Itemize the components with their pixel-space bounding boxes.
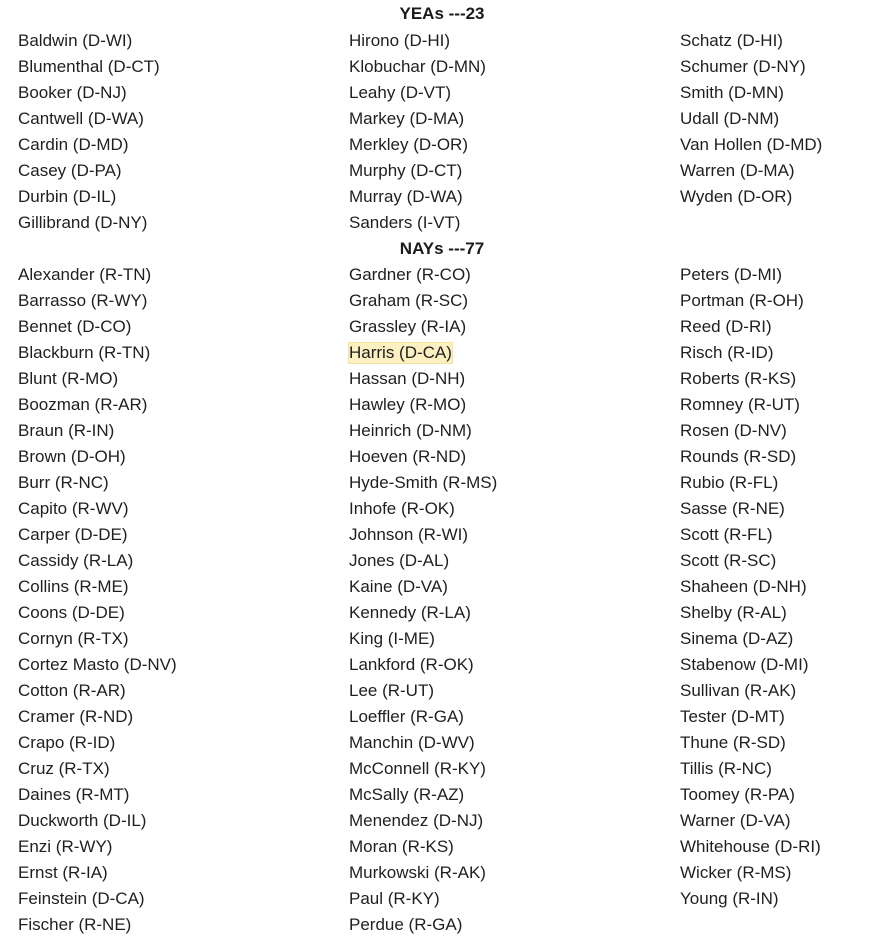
- senator-name: Stabenow (D-MI): [680, 655, 809, 674]
- senator-name: Capito (R-WV): [18, 499, 129, 518]
- senator-entry: [348, 522, 662, 548]
- nays-column-3: [662, 262, 884, 938]
- senator-entry: [679, 444, 884, 470]
- senator-name: Boozman (R-AR): [18, 395, 148, 414]
- senator-entry: [17, 340, 331, 366]
- senator-name: Murphy (D-CT): [349, 161, 463, 180]
- senator-name: Booker (D-NJ): [18, 83, 127, 102]
- senator-name: Harris (D-CA): [349, 343, 452, 362]
- senator-name: Portman (R-OH): [680, 291, 804, 310]
- senator-entry: [17, 80, 331, 106]
- senator-name: Carper (D-DE): [18, 525, 128, 544]
- senator-name: McSally (R-AZ): [349, 785, 465, 804]
- senator-name: Daines (R-MT): [18, 785, 130, 804]
- senator-name: Jones (D-AL): [349, 551, 450, 570]
- senator-name: Cardin (D-MD): [18, 135, 129, 154]
- senator-entry: [348, 80, 662, 106]
- senator-name: Risch (R-ID): [680, 343, 774, 362]
- senator-entry: [348, 600, 662, 626]
- senator-name: Thune (R-SD): [680, 733, 786, 752]
- senator-name: Collins (R-ME): [18, 577, 129, 596]
- senator-name: Merkley (D-OR): [349, 135, 468, 154]
- nays-column-1: [0, 262, 331, 938]
- senator-entry: [348, 28, 662, 54]
- senator-name: Brown (D-OH): [18, 447, 126, 466]
- senator-entry: [348, 808, 662, 834]
- senator-entry: [17, 808, 331, 834]
- senator-name: Schatz (D-HI): [680, 31, 783, 50]
- senator-name: Moran (R-KS): [349, 837, 454, 856]
- senator-name: Perdue (R-GA): [349, 915, 463, 934]
- senator-entry: [348, 652, 662, 678]
- senator-name: Kennedy (R-LA): [349, 603, 471, 622]
- senator-entry: [679, 782, 884, 808]
- senator-entry: [17, 158, 331, 184]
- senator-name: Cotton (R-AR): [18, 681, 126, 700]
- senator-entry: [348, 158, 662, 184]
- senator-name: Lee (R-UT): [349, 681, 435, 700]
- senator-entry: [348, 860, 662, 886]
- senator-name: Burr (R-NC): [18, 473, 109, 492]
- senator-name: Cortez Masto (D-NV): [18, 655, 177, 674]
- senator-entry: [679, 860, 884, 886]
- senator-name: Blackburn (R-TN): [18, 343, 151, 362]
- senator-entry: [17, 834, 331, 860]
- senator-name: Alexander (R-TN): [18, 265, 152, 284]
- senator-entry: [679, 132, 884, 158]
- senator-name: Scott (R-SC): [680, 551, 777, 570]
- senator-name: Paul (R-KY): [349, 889, 440, 908]
- senator-name: Durbin (D-IL): [18, 187, 117, 206]
- yeas-column-2: [331, 28, 662, 236]
- senator-entry: [17, 652, 331, 678]
- senator-name: Murray (D-WA): [349, 187, 463, 206]
- senator-entry: [17, 262, 331, 288]
- senator-name: Blunt (R-MO): [18, 369, 119, 388]
- senator-name: Bennet (D-CO): [18, 317, 132, 336]
- senator-name: Cruz (R-TX): [18, 759, 110, 778]
- senator-entry: [679, 756, 884, 782]
- nays-column-2: [331, 262, 662, 938]
- senator-name: Coons (D-DE): [18, 603, 125, 622]
- senator-entry: [679, 626, 884, 652]
- senator-entry: [17, 392, 331, 418]
- senator-name: Shaheen (D-NH): [680, 577, 807, 596]
- senator-name: Tester (D-MT): [680, 707, 785, 726]
- senator-name: Loeffler (R-GA): [349, 707, 464, 726]
- senator-name: Graham (R-SC): [349, 291, 469, 310]
- senator-name: Hyde-Smith (R-MS): [349, 473, 498, 492]
- senator-entry: [17, 626, 331, 652]
- senator-entry: [348, 262, 662, 288]
- senator-entry: [348, 626, 662, 652]
- senator-entry: [17, 132, 331, 158]
- senator-name: Tillis (R-NC): [680, 759, 772, 778]
- senator-name: Feinstein (D-CA): [18, 889, 145, 908]
- senator-name: Klobuchar (D-MN): [349, 57, 486, 76]
- senator-name: Braun (R-IN): [18, 421, 115, 440]
- senator-name: McConnell (R-KY): [349, 759, 486, 778]
- senator-entry: [348, 730, 662, 756]
- senator-entry: [348, 756, 662, 782]
- senator-name: Murkowski (R-AK): [349, 863, 486, 882]
- senator-entry: [679, 886, 884, 912]
- senator-entry: [679, 834, 884, 860]
- senator-name: Markey (D-MA): [349, 109, 465, 128]
- senator-entry: [679, 574, 884, 600]
- senator-entry: [679, 652, 884, 678]
- senator-entry: [348, 886, 662, 912]
- senator-name: Hirono (D-HI): [349, 31, 451, 50]
- senator-entry: [348, 288, 662, 314]
- senator-name: King (I-ME): [349, 629, 435, 648]
- senator-entry: [17, 366, 331, 392]
- senator-entry: [679, 262, 884, 288]
- senator-name: Gillibrand (D-NY): [18, 213, 148, 232]
- senator-entry: [679, 366, 884, 392]
- senator-entry: [348, 548, 662, 574]
- senator-name: Grassley (R-IA): [349, 317, 467, 336]
- senator-name: Cornyn (R-TX): [18, 629, 129, 648]
- senator-entry: [348, 106, 662, 132]
- senator-entry: [17, 54, 331, 80]
- senator-name: Cassidy (R-LA): [18, 551, 134, 570]
- senator-entry: [17, 704, 331, 730]
- senator-entry: [348, 470, 662, 496]
- senator-entry: [17, 418, 331, 444]
- senator-name: Blumenthal (D-CT): [18, 57, 160, 76]
- senator-name: Menendez (D-NJ): [349, 811, 484, 830]
- senator-entry: [17, 444, 331, 470]
- senator-entry: [17, 522, 331, 548]
- senator-name: Casey (D-PA): [18, 161, 122, 180]
- senator-name: Whitehouse (D-RI): [680, 837, 821, 856]
- senator-name: Inhofe (R-OK): [349, 499, 455, 518]
- senator-entry: [679, 340, 884, 366]
- nays-header: NAYs ---77: [399, 239, 485, 258]
- senator-name: Enzi (R-WY): [18, 837, 113, 856]
- senator-entry: [17, 730, 331, 756]
- senator-name: Johnson (R-WI): [349, 525, 469, 544]
- senator-entry-highlighted: [348, 340, 662, 366]
- senator-entry: [679, 158, 884, 184]
- senator-entry: [679, 548, 884, 574]
- senator-entry: [17, 496, 331, 522]
- senator-name: Warren (D-MA): [680, 161, 795, 180]
- senator-entry: [348, 366, 662, 392]
- senator-entry: [348, 912, 662, 938]
- senator-name: Peters (D-MI): [680, 265, 782, 284]
- senator-entry: [679, 54, 884, 80]
- yeas-header: YEAs ---23: [399, 4, 485, 23]
- senator-entry: [679, 314, 884, 340]
- senator-entry: [679, 80, 884, 106]
- senator-entry: [679, 496, 884, 522]
- senator-entry: [348, 132, 662, 158]
- senator-entry: [348, 314, 662, 340]
- senator-name: Rosen (D-NV): [680, 421, 787, 440]
- senator-name: Crapo (R-ID): [18, 733, 116, 752]
- senator-entry: [17, 600, 331, 626]
- senator-name: Toomey (R-PA): [680, 785, 795, 804]
- senator-name: Lankford (R-OK): [349, 655, 474, 674]
- senator-entry: [17, 574, 331, 600]
- senator-name: Van Hollen (D-MD): [680, 135, 823, 154]
- senator-name: Romney (R-UT): [680, 395, 800, 414]
- yeas-column-1: [0, 28, 331, 236]
- senator-entry: [348, 184, 662, 210]
- senator-name: Scott (R-FL): [680, 525, 773, 544]
- senator-entry: [17, 886, 331, 912]
- senator-name: Cantwell (D-WA): [18, 109, 144, 128]
- senator-name: Fischer (R-NE): [18, 915, 132, 934]
- senator-name: Ernst (R-IA): [18, 863, 108, 882]
- senator-name: Reed (D-RI): [680, 317, 772, 336]
- senator-name: Roberts (R-KS): [680, 369, 797, 388]
- senator-entry: [679, 808, 884, 834]
- senator-entry: [679, 288, 884, 314]
- senator-name: Hassan (D-NH): [349, 369, 466, 388]
- senator-entry: [17, 782, 331, 808]
- senator-name: Young (R-IN): [680, 889, 779, 908]
- senator-name: Hoeven (R-ND): [349, 447, 467, 466]
- senator-name: Udall (D-NM): [680, 109, 780, 128]
- senator-entry: [348, 782, 662, 808]
- senator-name: Sasse (R-NE): [680, 499, 785, 518]
- senator-entry: [679, 522, 884, 548]
- senator-entry: [17, 28, 331, 54]
- senator-name: Heinrich (D-NM): [349, 421, 472, 440]
- yeas-column-3: [662, 28, 884, 236]
- yeas-grid: [0, 28, 884, 236]
- senator-name: Manchin (D-WV): [349, 733, 475, 752]
- senator-entry: [348, 496, 662, 522]
- senator-entry: [679, 704, 884, 730]
- senator-name: Baldwin (D-WI): [18, 31, 133, 50]
- senator-entry: [679, 678, 884, 704]
- senator-name: Warner (D-VA): [680, 811, 791, 830]
- senator-entry: [17, 756, 331, 782]
- senator-entry: [348, 834, 662, 860]
- senator-entry: [348, 210, 662, 236]
- senator-entry: [679, 392, 884, 418]
- senator-entry: [348, 574, 662, 600]
- senator-entry: [17, 470, 331, 496]
- senator-name: Schumer (D-NY): [680, 57, 806, 76]
- senator-entry: [17, 288, 331, 314]
- senator-name: Barrasso (R-WY): [18, 291, 148, 310]
- senator-entry: [17, 314, 331, 340]
- senator-entry: [679, 730, 884, 756]
- senator-entry: [348, 444, 662, 470]
- senator-entry: [17, 860, 331, 886]
- senator-name: Sinema (D-AZ): [680, 629, 794, 648]
- senator-entry: [679, 600, 884, 626]
- senator-entry: [679, 418, 884, 444]
- senator-name: Cramer (R-ND): [18, 707, 134, 726]
- senator-entry: [17, 548, 331, 574]
- senator-entry: [348, 54, 662, 80]
- senator-entry: [17, 912, 331, 938]
- senator-entry: [348, 704, 662, 730]
- senator-name: Gardner (R-CO): [349, 265, 471, 284]
- senator-entry: [679, 28, 884, 54]
- senator-entry: [17, 106, 331, 132]
- senator-name: Sanders (I-VT): [349, 213, 461, 232]
- senator-name: Hawley (R-MO): [349, 395, 467, 414]
- senator-entry: [348, 392, 662, 418]
- senator-name: Duckworth (D-IL): [18, 811, 147, 830]
- senator-entry: [17, 678, 331, 704]
- nays-grid: [0, 262, 884, 938]
- senator-name: Rubio (R-FL): [680, 473, 779, 492]
- senator-entry: [348, 678, 662, 704]
- senator-name: Sullivan (R-AK): [680, 681, 797, 700]
- senator-entry: [679, 470, 884, 496]
- senator-name: Shelby (R-AL): [680, 603, 787, 622]
- senator-name: Wyden (D-OR): [680, 187, 793, 206]
- senator-name: Kaine (D-VA): [349, 577, 448, 596]
- senator-name: Wicker (R-MS): [680, 863, 792, 882]
- senator-entry: [679, 106, 884, 132]
- senator-entry: [17, 210, 331, 236]
- senator-name: Rounds (R-SD): [680, 447, 797, 466]
- senator-name: Leahy (D-VT): [349, 83, 452, 102]
- senator-entry: [348, 418, 662, 444]
- senator-name: Smith (D-MN): [680, 83, 784, 102]
- senator-entry: [679, 184, 884, 210]
- senator-entry: [17, 184, 331, 210]
